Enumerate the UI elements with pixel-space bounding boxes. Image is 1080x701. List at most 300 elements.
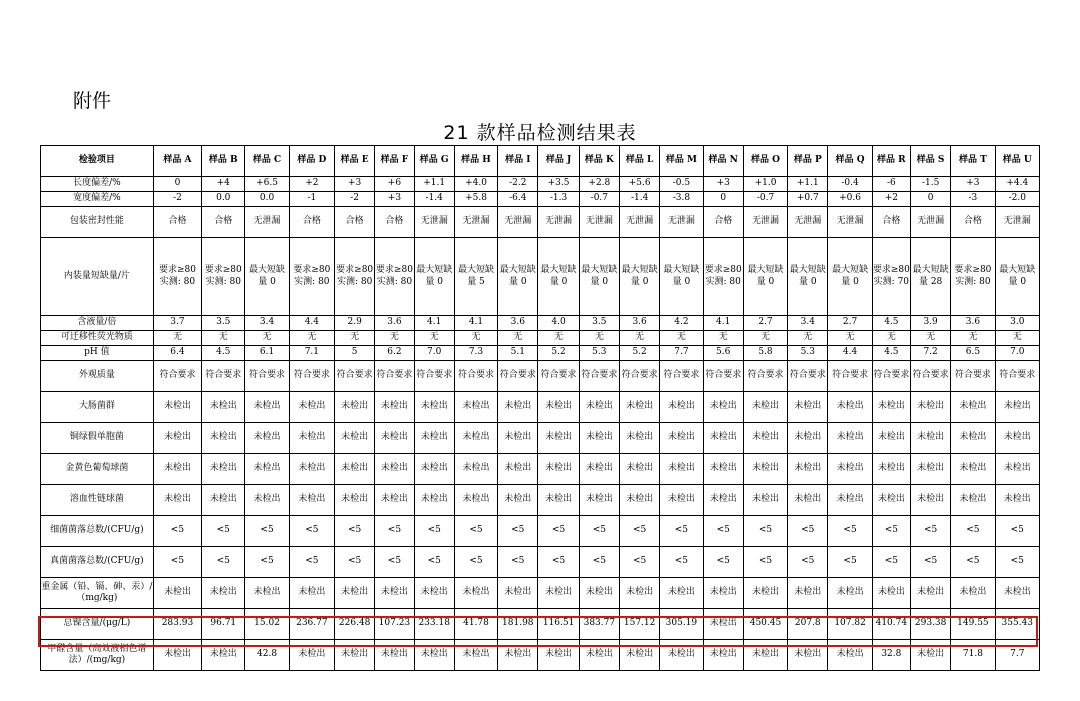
table-cell: 符合要求 (579, 361, 619, 392)
table-cell: <5 (245, 516, 289, 547)
table-row (41, 346, 1040, 361)
table-cell: 未检出 (910, 392, 950, 423)
table-cell: 未检出 (414, 578, 454, 609)
table-row (41, 454, 1040, 485)
table-cell: 未检出 (414, 392, 454, 423)
row-label: 包装密封性能 (41, 207, 154, 238)
table-cell: 0.0 (202, 192, 245, 207)
table-cell: 2.7 (828, 316, 872, 331)
row-label: 大肠菌群 (41, 392, 154, 423)
table-cell: 未检出 (788, 485, 828, 516)
table-cell: 4.5 (202, 346, 245, 361)
table-cell: 未检出 (289, 454, 334, 485)
table-cell: <5 (579, 547, 619, 578)
table-cell: 未检出 (538, 578, 579, 609)
table-cell: 无 (245, 331, 289, 346)
table-cell: 157.12 (619, 609, 659, 640)
table-cell: 355.43 (995, 609, 1039, 640)
header-sample: 样品 O (743, 146, 787, 177)
table-cell: +4.0 (454, 177, 497, 192)
table-cell: 无 (498, 331, 538, 346)
table-cell: 未检出 (414, 485, 454, 516)
table-cell: 未检出 (538, 423, 579, 454)
table-cell: 未检出 (538, 454, 579, 485)
table-cell: 未检出 (153, 485, 201, 516)
table-cell: 未检出 (828, 392, 872, 423)
table-cell: 未检出 (910, 578, 950, 609)
table-cell: 无泄漏 (828, 207, 872, 238)
table-cell: 未检出 (579, 485, 619, 516)
table-cell: 未检出 (579, 640, 619, 671)
header-sample: 样品 N (703, 146, 743, 177)
table-cell: 3.6 (375, 316, 414, 331)
table-cell: 226.48 (335, 609, 375, 640)
table-cell: 未检出 (743, 423, 787, 454)
table-cell: 未检出 (743, 485, 787, 516)
row-label: 溶血性链球菌 (41, 485, 154, 516)
header-sample: 样品 Q (828, 146, 872, 177)
table-cell: 未检出 (289, 578, 334, 609)
table-cell: 未检出 (995, 392, 1039, 423)
header-sample: 样品 J (538, 146, 579, 177)
table-cell: 0 (153, 177, 201, 192)
table-cell: +5.6 (619, 177, 659, 192)
table-cell: 3.5 (202, 316, 245, 331)
table-cell: <5 (660, 547, 703, 578)
table-cell: 0 (910, 192, 950, 207)
table-row (41, 207, 1040, 238)
table-cell: <5 (910, 547, 950, 578)
table-cell: 合格 (202, 207, 245, 238)
table-cell: 未检出 (619, 578, 659, 609)
table-cell: 未检出 (153, 578, 201, 609)
table-cell: <5 (743, 547, 787, 578)
table-cell: <5 (872, 516, 910, 547)
table-cell: 要求≥80 实测: 80 (202, 238, 245, 316)
table-cell: 最大短缺量 0 (828, 238, 872, 316)
table-cell: 未检出 (743, 392, 787, 423)
table-cell: 107.82 (828, 609, 872, 640)
table-cell: <5 (743, 516, 787, 547)
table-cell: 无 (579, 331, 619, 346)
table-cell: <5 (498, 516, 538, 547)
header-sample: 样品 C (245, 146, 289, 177)
table-cell: 6.1 (245, 346, 289, 361)
table-cell: 无泄漏 (454, 207, 497, 238)
table-cell: 未检出 (202, 454, 245, 485)
row-label: 长度偏差/% (41, 177, 154, 192)
table-cell: 2.7 (743, 316, 787, 331)
table-cell: 7.0 (414, 346, 454, 361)
table-cell: 未检出 (153, 454, 201, 485)
table-cell: <5 (454, 547, 497, 578)
table-cell: 合格 (951, 207, 995, 238)
table-cell: 3.6 (951, 316, 995, 331)
row-label: 金黄色葡萄球菌 (41, 454, 154, 485)
header-item: 检验项目 (41, 146, 154, 177)
table-cell: 5.8 (743, 346, 787, 361)
table-cell: 4.5 (872, 316, 910, 331)
table-cell: 无泄漏 (414, 207, 454, 238)
table-cell: 符合要求 (454, 361, 497, 392)
table-cell: 符合要求 (951, 361, 995, 392)
table-cell: +6.5 (245, 177, 289, 192)
header-sample: 样品 B (202, 146, 245, 177)
table-cell: <5 (951, 547, 995, 578)
table-cell: <5 (538, 547, 579, 578)
table-cell: 6.2 (375, 346, 414, 361)
table-cell: <5 (703, 516, 743, 547)
table-cell: <5 (828, 547, 872, 578)
table-cell: 无 (335, 331, 375, 346)
table-cell: 3.5 (579, 316, 619, 331)
table-cell: 未检出 (788, 640, 828, 671)
header-sample: 样品 S (910, 146, 950, 177)
table-cell: 450.45 (743, 609, 787, 640)
table-cell: +2.8 (579, 177, 619, 192)
table-cell: 4.2 (660, 316, 703, 331)
table-cell: 符合要求 (245, 361, 289, 392)
table-cell: 未检出 (788, 392, 828, 423)
table-cell: 未检出 (995, 454, 1039, 485)
table-cell: 未检出 (995, 578, 1039, 609)
table-row (41, 192, 1040, 207)
results-table (40, 145, 1040, 671)
table-cell: 未检出 (703, 392, 743, 423)
table-cell: -3.8 (660, 192, 703, 207)
table-cell: 未检出 (335, 423, 375, 454)
header-sample: 样品 F (375, 146, 414, 177)
table-cell: 7.2 (910, 346, 950, 361)
table-cell: 未检出 (660, 423, 703, 454)
table-cell: 未检出 (498, 640, 538, 671)
table-cell: 最大短缺量 0 (498, 238, 538, 316)
table-cell: 未检出 (289, 423, 334, 454)
table-cell: 符合要求 (498, 361, 538, 392)
table-cell: <5 (951, 516, 995, 547)
table-cell: 无泄漏 (619, 207, 659, 238)
table-cell: <5 (872, 547, 910, 578)
table-cell: 未检出 (703, 578, 743, 609)
table-cell: 未检出 (951, 454, 995, 485)
table-cell: 最大短缺量 0 (579, 238, 619, 316)
table-cell: 符合要求 (375, 361, 414, 392)
table-cell: 无泄漏 (245, 207, 289, 238)
table-cell: 未检出 (538, 485, 579, 516)
table-cell: 305.19 (660, 609, 703, 640)
table-cell: 最大短缺量 0 (995, 238, 1039, 316)
table-cell: 5.3 (579, 346, 619, 361)
table-cell: 未检出 (951, 485, 995, 516)
table-cell: 未检出 (788, 454, 828, 485)
table-cell: 181.98 (498, 609, 538, 640)
header-sample: 样品 H (454, 146, 497, 177)
table-cell: 未检出 (375, 640, 414, 671)
table-cell: 未检出 (703, 640, 743, 671)
table-cell: 无 (375, 331, 414, 346)
table-cell: 233.18 (414, 609, 454, 640)
table-cell: 5.3 (788, 346, 828, 361)
table-cell: 3.6 (619, 316, 659, 331)
table-cell: <5 (335, 516, 375, 547)
table-cell: 无泄漏 (910, 207, 950, 238)
table-cell: -0.4 (828, 177, 872, 192)
table-cell: 未检出 (202, 392, 245, 423)
table-cell: 未检出 (245, 392, 289, 423)
table-cell: 2.9 (335, 316, 375, 331)
table-cell: 96.71 (202, 609, 245, 640)
table-cell: 未检出 (619, 454, 659, 485)
table-cell: 合格 (289, 207, 334, 238)
table-cell: 要求≥80 实测: 80 (951, 238, 995, 316)
table-cell: 3.4 (788, 316, 828, 331)
table-cell: 283.93 (153, 609, 201, 640)
table-cell: 无 (951, 331, 995, 346)
table-cell: 未检出 (454, 485, 497, 516)
table-cell: +3 (375, 192, 414, 207)
table-cell: 未检出 (660, 640, 703, 671)
table-cell: -0.7 (743, 192, 787, 207)
table-cell: 未检出 (951, 578, 995, 609)
table-cell: 未检出 (660, 392, 703, 423)
table-cell: 4.4 (828, 346, 872, 361)
table-cell: 未检出 (498, 454, 538, 485)
table-cell: 未检出 (375, 578, 414, 609)
table-cell: -3 (951, 192, 995, 207)
header-sample: 样品 U (995, 146, 1039, 177)
table-cell: +3 (951, 177, 995, 192)
table-cell: <5 (788, 547, 828, 578)
header-sample: 样品 R (872, 146, 910, 177)
table-cell: <5 (289, 547, 334, 578)
table-cell: <5 (660, 516, 703, 547)
table-cell: 符合要求 (619, 361, 659, 392)
table-cell: 未检出 (579, 454, 619, 485)
table-cell: 7.7 (995, 640, 1039, 671)
table-cell: 未检出 (743, 640, 787, 671)
table-cell: 符合要求 (153, 361, 201, 392)
table-cell: 合格 (335, 207, 375, 238)
table-cell: <5 (828, 516, 872, 547)
table-cell: 未检出 (828, 578, 872, 609)
table-cell: -1.4 (414, 192, 454, 207)
table-cell: 无 (454, 331, 497, 346)
table-cell: 未检出 (872, 423, 910, 454)
table-cell: <5 (202, 516, 245, 547)
table-cell: 无 (703, 331, 743, 346)
table-cell: 未检出 (743, 454, 787, 485)
table-cell: <5 (579, 516, 619, 547)
table-cell: 未检出 (498, 485, 538, 516)
table-cell: 5.1 (498, 346, 538, 361)
table-cell: 最大短缺量 0 (788, 238, 828, 316)
table-cell: 未检出 (743, 578, 787, 609)
table-cell: 无 (660, 331, 703, 346)
table-cell: -1.3 (538, 192, 579, 207)
table-cell: <5 (995, 516, 1039, 547)
header-sample: 样品 D (289, 146, 334, 177)
table-cell: 未检出 (910, 485, 950, 516)
table-cell: 未检出 (202, 578, 245, 609)
table-cell: 7.0 (995, 346, 1039, 361)
table-cell: 符合要求 (538, 361, 579, 392)
table-cell: 要求≥80 实测: 80 (289, 238, 334, 316)
table-cell: -0.5 (660, 177, 703, 192)
table-cell: <5 (703, 547, 743, 578)
table-cell: 未检出 (454, 423, 497, 454)
table-cell: <5 (202, 547, 245, 578)
table-cell: 未检出 (872, 454, 910, 485)
table-cell: 149.55 (951, 609, 995, 640)
table-cell: 无 (289, 331, 334, 346)
header-sample: 样品 T (951, 146, 995, 177)
table-cell: 未检出 (335, 485, 375, 516)
table-cell: -6 (872, 177, 910, 192)
table-cell: <5 (245, 547, 289, 578)
table-cell: 6.5 (951, 346, 995, 361)
table-cell: +4.4 (995, 177, 1039, 192)
table-cell: 4.1 (454, 316, 497, 331)
table-cell: 3.9 (910, 316, 950, 331)
row-label: 真菌菌落总数/(CFU/g) (41, 547, 154, 578)
table-cell: 未检出 (335, 578, 375, 609)
table-cell: 未检出 (995, 485, 1039, 516)
table-cell: 符合要求 (910, 361, 950, 392)
table-cell: 未检出 (153, 640, 201, 671)
table-cell: 未检出 (703, 423, 743, 454)
table-cell: 7.3 (454, 346, 497, 361)
row-label: 细菌菌落总数/(CFU/g) (41, 516, 154, 547)
header-sample: 样品 G (414, 146, 454, 177)
table-cell: 未检出 (828, 485, 872, 516)
table-cell: 未检出 (335, 454, 375, 485)
table-cell: 未检出 (289, 485, 334, 516)
table-cell: 无 (202, 331, 245, 346)
table-cell: 未检出 (153, 423, 201, 454)
table-cell: +2 (289, 177, 334, 192)
table-cell: 未检出 (910, 454, 950, 485)
table-cell: 未检出 (872, 392, 910, 423)
table-row (41, 609, 1040, 640)
header-sample: 样品 I (498, 146, 538, 177)
table-row (41, 361, 1040, 392)
table-cell: 无 (619, 331, 659, 346)
table-title: 21 款样品检测结果表 (443, 122, 637, 144)
table-cell: 未检出 (579, 423, 619, 454)
table-row (41, 331, 1040, 346)
table-cell: <5 (788, 516, 828, 547)
table-cell: 未检出 (414, 423, 454, 454)
table-cell: <5 (910, 516, 950, 547)
table-cell: +3 (703, 177, 743, 192)
attachment-label: 附件 (73, 90, 112, 112)
table-cell: 未检出 (375, 485, 414, 516)
header-row (41, 146, 1040, 177)
table-cell: 未检出 (828, 640, 872, 671)
header-sample: 样品 P (788, 146, 828, 177)
table-cell: 最大短缺量 0 (660, 238, 703, 316)
table-cell: +2 (872, 192, 910, 207)
row-label: 可迁移性荧光物质 (41, 331, 154, 346)
table-cell: 未检出 (153, 392, 201, 423)
table-cell: <5 (153, 516, 201, 547)
table-cell: 32.8 (872, 640, 910, 671)
table-cell: 未检出 (454, 578, 497, 609)
table-cell: 未检出 (910, 640, 950, 671)
table-cell: 6.4 (153, 346, 201, 361)
table-cell: 未检出 (454, 640, 497, 671)
table-cell: 未检出 (872, 485, 910, 516)
table-cell: 未检出 (498, 578, 538, 609)
row-label: pH 值 (41, 346, 154, 361)
table-cell: 未检出 (289, 640, 334, 671)
table-cell: 5 (335, 346, 375, 361)
table-cell: 5.2 (538, 346, 579, 361)
table-cell: 207.8 (788, 609, 828, 640)
table-cell: 最大短缺量 0 (538, 238, 579, 316)
table-cell: 最大短缺量 0 (743, 238, 787, 316)
table-cell: -2 (153, 192, 201, 207)
table-cell: 未检出 (579, 578, 619, 609)
table-cell: 未检出 (788, 578, 828, 609)
table-cell: 未检出 (335, 640, 375, 671)
table-cell: 符合要求 (335, 361, 375, 392)
table-cell: <5 (289, 516, 334, 547)
table-cell: 最大短缺量 0 (414, 238, 454, 316)
table-cell: 未检出 (828, 454, 872, 485)
table-cell: 无 (538, 331, 579, 346)
table-cell: 未检出 (828, 423, 872, 454)
table-cell: 未检出 (703, 454, 743, 485)
table-cell: 无 (788, 331, 828, 346)
header-sample: 样品 A (153, 146, 201, 177)
table-cell: 最大短缺量 28 (910, 238, 950, 316)
table-cell: <5 (414, 516, 454, 547)
table-cell: 4.4 (289, 316, 334, 331)
table-cell: 符合要求 (788, 361, 828, 392)
table-cell: 未检出 (414, 454, 454, 485)
table-cell: 未检出 (375, 454, 414, 485)
table-row (41, 316, 1040, 331)
table-cell: 未检出 (703, 609, 743, 640)
table-cell: 合格 (703, 207, 743, 238)
table-row (41, 423, 1040, 454)
table-cell: +1.1 (788, 177, 828, 192)
table-cell: 未检出 (619, 640, 659, 671)
table-cell: <5 (375, 547, 414, 578)
table-row (41, 485, 1040, 516)
row-label: 总镍含量/(μg/L) (41, 609, 154, 640)
table-cell: 41.78 (454, 609, 497, 640)
table-cell: 无泄漏 (660, 207, 703, 238)
table-cell: 383.77 (579, 609, 619, 640)
table-cell: 要求≥80 实测: 80 (335, 238, 375, 316)
table-cell: 3.7 (153, 316, 201, 331)
table-cell: 合格 (153, 207, 201, 238)
table-cell: 未检出 (335, 392, 375, 423)
table-row (41, 238, 1040, 316)
table-cell: 5.2 (619, 346, 659, 361)
table-cell: 无 (872, 331, 910, 346)
table-cell: <5 (619, 547, 659, 578)
table-cell: 293.38 (910, 609, 950, 640)
table-cell: 未检出 (951, 423, 995, 454)
table-cell: 未检出 (202, 485, 245, 516)
table-cell: 合格 (872, 207, 910, 238)
table-cell: 未检出 (375, 392, 414, 423)
table-cell: 未检出 (579, 392, 619, 423)
table-cell: 未检出 (995, 423, 1039, 454)
